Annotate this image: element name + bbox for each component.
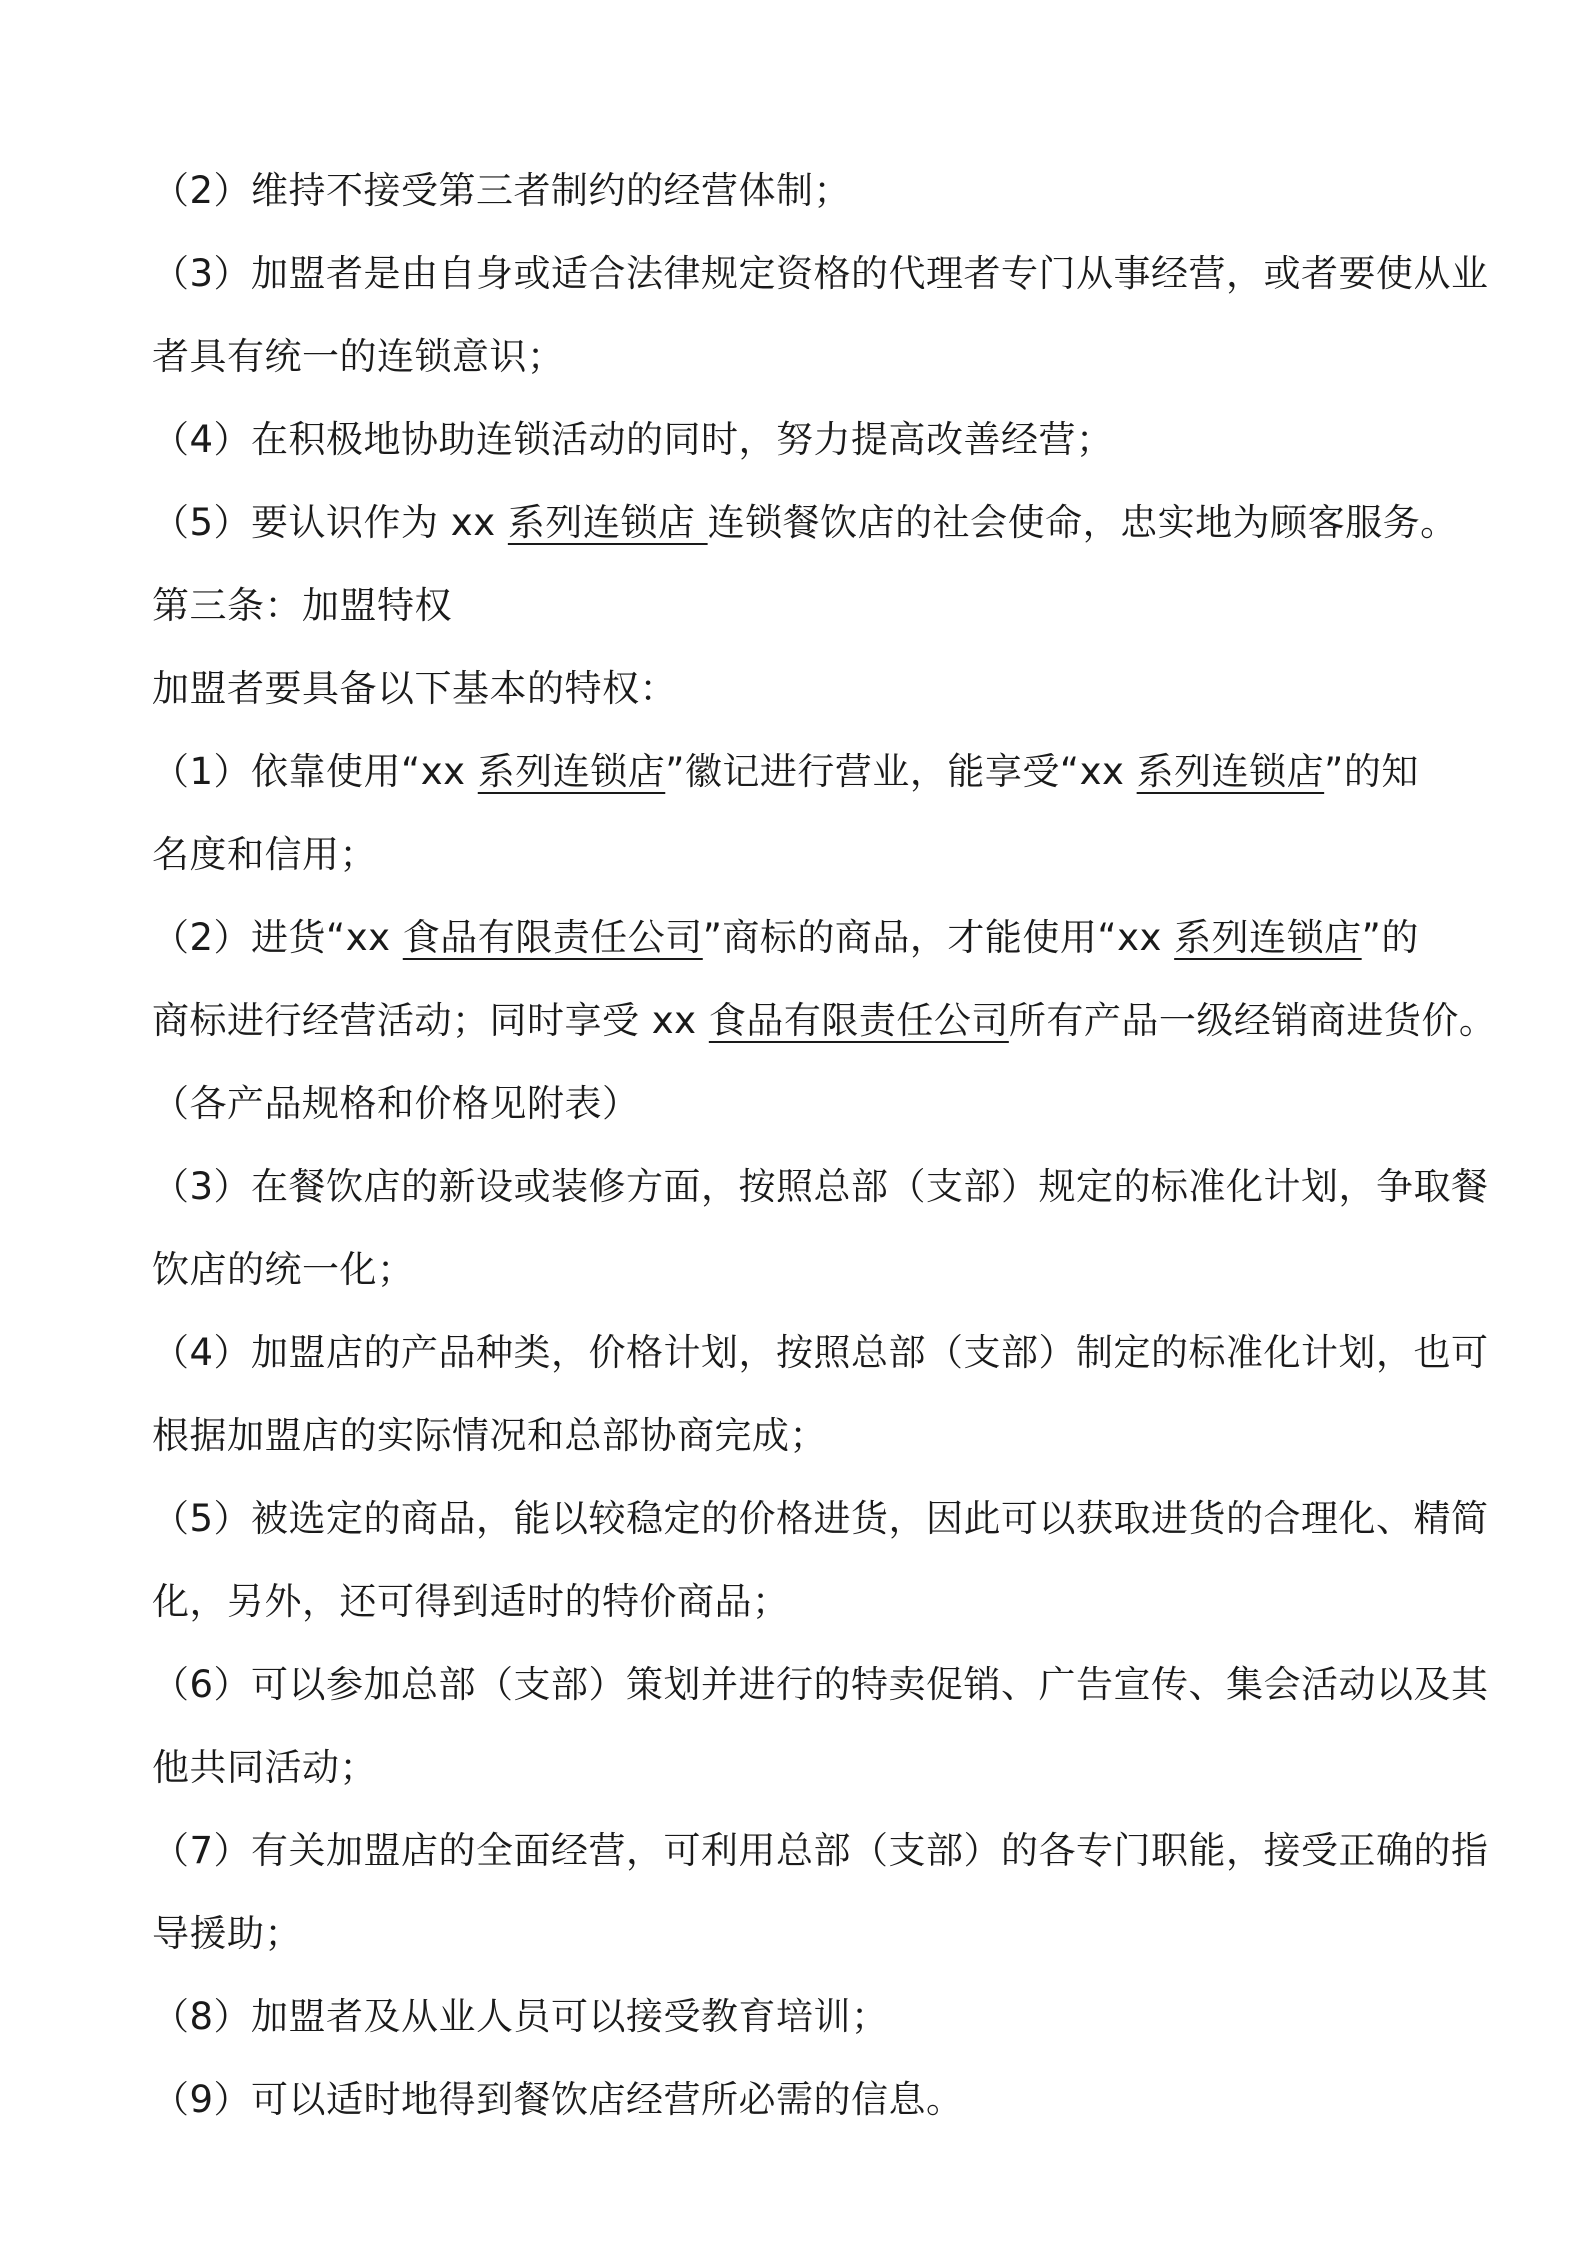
text-line bbox=[152, 1327, 1489, 1379]
text-segment: （4）加盟店的产品种类，价格计划，按照总部（支部）制定的标准化计划，也可 bbox=[152, 1331, 1489, 1374]
underlined-term: 食品有限责任公司 bbox=[708, 999, 1009, 1042]
text-segment: 化，另外，还可得到适时的特价商品； bbox=[152, 1580, 790, 1623]
text-line bbox=[152, 1825, 1489, 1877]
text-line bbox=[152, 331, 1486, 383]
underlined-term: 系列连锁店 bbox=[477, 750, 666, 793]
text-line bbox=[152, 1244, 1486, 1296]
underlined-term: 系列连锁店 bbox=[1136, 750, 1325, 793]
text-segment: ”商标的商品，才能使用“xx bbox=[702, 916, 1175, 959]
underlined-term: 系列连锁店 bbox=[1174, 916, 1362, 959]
underlined-term: 食品有限责任公司 bbox=[402, 916, 703, 959]
text-segment: 饮店的统一化； bbox=[152, 1248, 415, 1291]
section-heading bbox=[152, 580, 1486, 632]
text-line bbox=[152, 1161, 1489, 1213]
text-segment: （5）要认识作为 xx bbox=[152, 501, 508, 544]
text-line bbox=[152, 1659, 1489, 1711]
text-line bbox=[152, 663, 1486, 715]
text-line bbox=[152, 2074, 1486, 2126]
text-segment: （3）在餐饮店的新设或装修方面，按照总部（支部）规定的标准化计划，争取餐 bbox=[152, 1165, 1489, 1208]
text-segment: （2）进货“xx bbox=[152, 916, 403, 959]
text-segment: 加盟者要具备以下基本的特权： bbox=[152, 667, 677, 710]
text-segment: ”的知 bbox=[1324, 750, 1419, 793]
text-line bbox=[152, 995, 1497, 1047]
text-segment: ”的 bbox=[1361, 916, 1419, 959]
text-segment: （5）被选定的商品，能以较稳定的价格进货，因此可以获取进货的合理化、精简 bbox=[152, 1497, 1489, 1540]
text-segment: （4）在积极地协助连锁活动的同时，努力提高改善经营； bbox=[152, 418, 1114, 461]
text-line bbox=[152, 248, 1489, 300]
text-line bbox=[152, 1493, 1489, 1545]
text-segment: （6）可以参加总部（支部）策划并进行的特卖促销、广告宣传、集会活动以及其 bbox=[152, 1663, 1489, 1706]
text-segment: 第三条：加盟特权 bbox=[152, 584, 452, 627]
underlined-term: 系列连锁店 bbox=[507, 501, 708, 544]
text-segment: 者具有统一的连锁意识； bbox=[152, 335, 565, 378]
text-line bbox=[152, 1576, 1486, 1628]
text-segment: 所有产品一级经销商进货价。 bbox=[1008, 999, 1497, 1042]
text-segment: 导援助； bbox=[152, 1912, 302, 1955]
text-line bbox=[152, 414, 1486, 466]
text-line bbox=[152, 1410, 1486, 1462]
text-line bbox=[152, 912, 1486, 964]
text-segment: 名度和信用； bbox=[152, 833, 377, 876]
text-segment: （3）加盟者是由自身或适合法律规定资格的代理者专门从事经营，或者要使从业 bbox=[152, 252, 1489, 295]
text-segment: （1）依靠使用“xx bbox=[152, 750, 478, 793]
text-line bbox=[152, 746, 1486, 798]
text-segment: （各产品规格和价格见附表） bbox=[152, 1082, 640, 1125]
text-line bbox=[152, 1742, 1486, 1794]
text-line bbox=[152, 497, 1486, 549]
text-line bbox=[152, 1078, 1486, 1130]
text-segment: （8）加盟者及从业人员可以接受教育培训； bbox=[152, 1995, 889, 2038]
text-line bbox=[152, 1991, 1486, 2043]
text-segment: 根据加盟店的实际情况和总部协商完成； bbox=[152, 1414, 827, 1457]
text-segment: 商标进行经营活动；同时享受 xx bbox=[152, 999, 709, 1042]
text-line bbox=[152, 1908, 1486, 1960]
text-segment: （2）维持不接受第三者制约的经营体制； bbox=[152, 169, 852, 212]
text-segment: ”徽记进行营业，能享受“xx bbox=[665, 750, 1137, 793]
text-segment: 连锁餐饮店的社会使命，忠实地为顾客服务。 bbox=[707, 501, 1458, 544]
text-segment: 他共同活动； bbox=[152, 1746, 377, 1789]
text-segment: （9）可以适时地得到餐饮店经营所必需的信息。 bbox=[152, 2078, 964, 2121]
text-line bbox=[152, 829, 1486, 881]
text-segment: （7）有关加盟店的全面经营，可利用总部（支部）的各专门职能，接受正确的指 bbox=[152, 1829, 1489, 1872]
text-line bbox=[152, 165, 1486, 217]
